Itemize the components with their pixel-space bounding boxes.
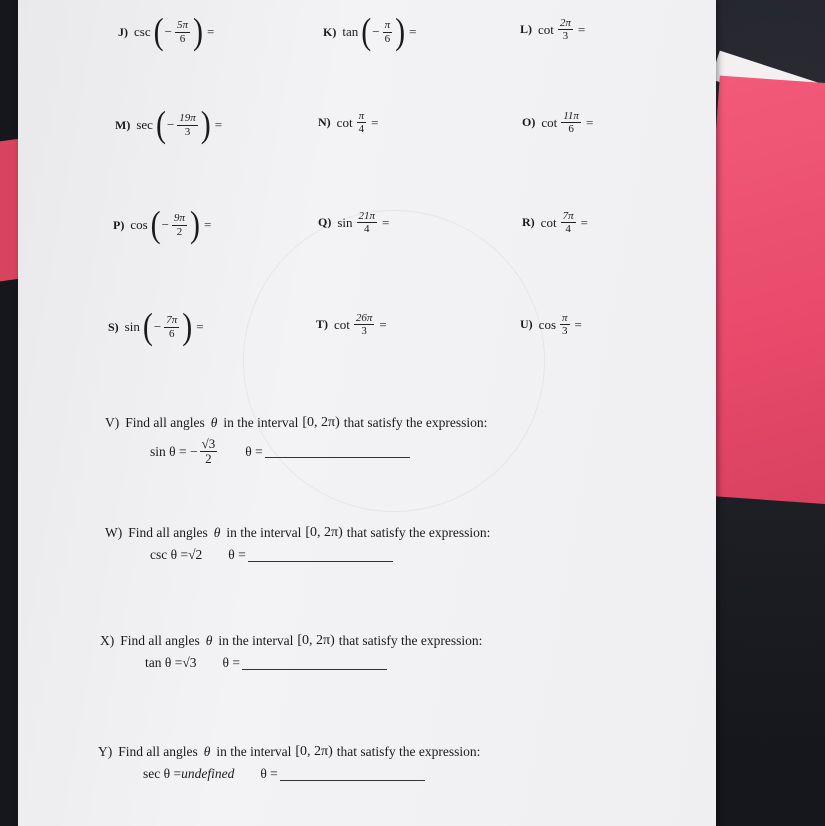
angle-fraction [175,19,190,44]
problem-label: K) [323,24,337,39]
problem-label: Q) [318,215,332,230]
equals-sign: = [382,214,390,230]
equals-sign: = [371,114,379,130]
expression-right: √3 [182,655,197,670]
angle-fraction [357,210,378,235]
angle-fraction [354,312,375,337]
question-v [105,415,487,467]
equals-sign: = [196,319,204,334]
problem-p [113,203,212,245]
minus-sign: − [166,117,175,132]
fraction-denominator: 3 [361,325,367,338]
fraction-numerator: π [358,110,365,122]
question-expression [150,437,487,467]
question-prompt [105,525,490,541]
trig-function: sec [136,117,153,132]
answer-label: θ = [228,547,246,562]
problem-label: N) [318,115,331,130]
angle-fraction [560,312,570,337]
trig-function: sin [337,214,353,230]
left-paren: ( [142,305,153,347]
equals-sign: = [580,214,588,230]
equals-sign: = [204,217,212,232]
angle-fraction [177,112,198,137]
right-paren: ) [190,203,201,245]
interval: [0, 2π) [305,525,343,540]
trig-function: cot [334,316,350,332]
theta-symbol: θ [205,633,213,648]
expression-denominator: 2 [205,451,212,467]
question-x [100,633,482,671]
show-through-unit-circle [243,210,545,512]
problem-label: J) [118,24,128,39]
expression-left: tan θ = [145,655,183,670]
problem-t [316,312,387,337]
pink-folder-left [0,139,20,282]
trig-function: csc [134,24,151,39]
expression-right: √2 [188,547,203,562]
expression-fraction [200,437,218,467]
fraction-numerator: 7π [562,210,574,222]
fraction-denominator: 6 [384,32,391,45]
fraction-denominator: 4 [565,223,571,236]
question-intro: Find all angles [118,744,198,759]
problem-label: P) [113,217,125,232]
angle-fraction [558,17,573,42]
question-label: Y) [98,744,113,759]
fraction-denominator: 6 [179,32,186,45]
problem-l [520,17,585,42]
expression-numerator: √3 [201,436,216,451]
equals-sign: = [577,21,586,37]
fraction-denominator: 6 [568,123,574,136]
question-label: V) [105,415,120,430]
problem-label: R) [522,215,535,230]
answer-blank[interactable] [248,549,393,562]
right-paren: ) [395,10,406,52]
question-prompt [105,415,487,431]
minus-sign: − [161,217,170,232]
equals-sign: = [574,316,582,332]
question-mid: in the interval [223,415,299,430]
question-mid: in the interval [218,633,294,648]
right-paren: ) [192,10,203,52]
trig-function: cot [336,114,353,130]
problem-label: T) [316,317,328,332]
fraction-numerator: 2π [559,17,571,29]
question-intro: Find all angles [120,633,200,648]
equals-sign: = [206,24,215,39]
angle-fraction [357,110,367,135]
fraction-denominator: 3 [184,125,191,138]
fraction-numerator: π [384,19,391,32]
angle-fraction [561,210,576,235]
problem-label: M) [115,117,131,132]
question-label: W) [105,525,123,540]
question-prompt [98,744,480,760]
question-expression [143,766,480,782]
left-paren: ( [361,10,372,52]
trig-function: cot [541,114,558,130]
fraction-denominator: 3 [562,30,569,43]
problem-n [318,110,378,135]
equals-sign: = [585,114,594,130]
fraction-denominator: 4 [358,123,365,136]
question-tail: that satisfy the expression: [336,744,481,759]
question-mid: in the interval [226,525,302,540]
angle-fraction [383,19,393,44]
fraction-denominator: 6 [168,327,175,340]
fraction-denominator: 3 [562,325,568,338]
equals-sign: = [379,316,387,332]
answer-blank[interactable] [265,445,410,458]
problem-m [115,103,223,145]
left-paren: ( [155,103,166,145]
answer-label: θ = [222,655,240,670]
question-tail: that satisfy the expression: [346,525,491,540]
question-w [105,525,490,563]
expression-left: sin θ = − [150,443,198,459]
fraction-numerator: π [562,312,568,324]
question-y [98,744,480,782]
trig-function: cos [130,217,148,232]
fraction-numerator: 19π [179,112,196,125]
question-mid: in the interval [216,744,292,759]
expression-left: csc θ = [150,547,189,562]
expression-right: undefined [181,766,235,781]
fraction-numerator: 21π [358,210,376,222]
problem-label: L) [520,22,532,37]
trig-function: tan [342,24,359,39]
angle-fraction [164,314,179,339]
trig-function: sin [124,319,140,334]
problem-label: O) [522,115,536,130]
answer-label: θ = [260,766,278,781]
question-tail: that satisfy the expression: [343,415,488,430]
question-tail: that satisfy the expression: [338,633,483,648]
angle-fraction [172,212,187,237]
interval: [0, 2π) [297,633,335,648]
problem-j [118,10,215,52]
angle-fraction [561,110,581,135]
interval: [0, 2π) [302,415,340,430]
problem-q [318,210,389,235]
answer-label: θ = [245,443,263,459]
trig-function: cos [538,316,557,332]
equals-sign: = [409,24,417,39]
answer-blank[interactable] [280,768,425,781]
answer-blank[interactable] [242,657,387,670]
theta-symbol: θ [210,415,218,430]
fraction-denominator: 4 [364,223,370,236]
problem-r [522,210,588,235]
question-expression [145,655,482,671]
problem-o [522,110,593,135]
minus-sign: − [153,319,162,334]
right-paren: ) [182,305,193,347]
problem-s [108,305,204,347]
left-paren: ( [153,10,164,52]
problem-k [323,10,417,52]
equals-sign: = [214,117,223,132]
trig-function: cot [538,21,554,37]
fraction-numerator: 26π [355,312,373,324]
left-paren: ( [150,203,161,245]
theta-symbol: θ [203,744,211,759]
question-intro: Find all angles [128,525,208,540]
theta-symbol: θ [213,525,221,540]
fraction-numerator: 9π [174,212,186,225]
minus-sign: − [164,24,172,39]
right-paren: ) [200,103,211,145]
expression-left: sec θ = [143,766,182,781]
problem-label: S) [108,319,119,334]
interval: [0, 2π) [295,744,333,759]
question-label: X) [100,633,115,648]
question-prompt [100,633,482,649]
problem-label: U) [520,317,533,332]
fraction-numerator: 5π [176,19,188,32]
fraction-numerator: 11π [563,110,579,122]
fraction-denominator: 2 [176,225,183,238]
question-intro: Find all angles [125,415,205,430]
fraction-numerator: 7π [166,314,178,327]
question-expression [150,547,490,563]
problem-u [520,312,582,337]
minus-sign: − [372,24,380,39]
trig-function: cot [540,214,557,230]
